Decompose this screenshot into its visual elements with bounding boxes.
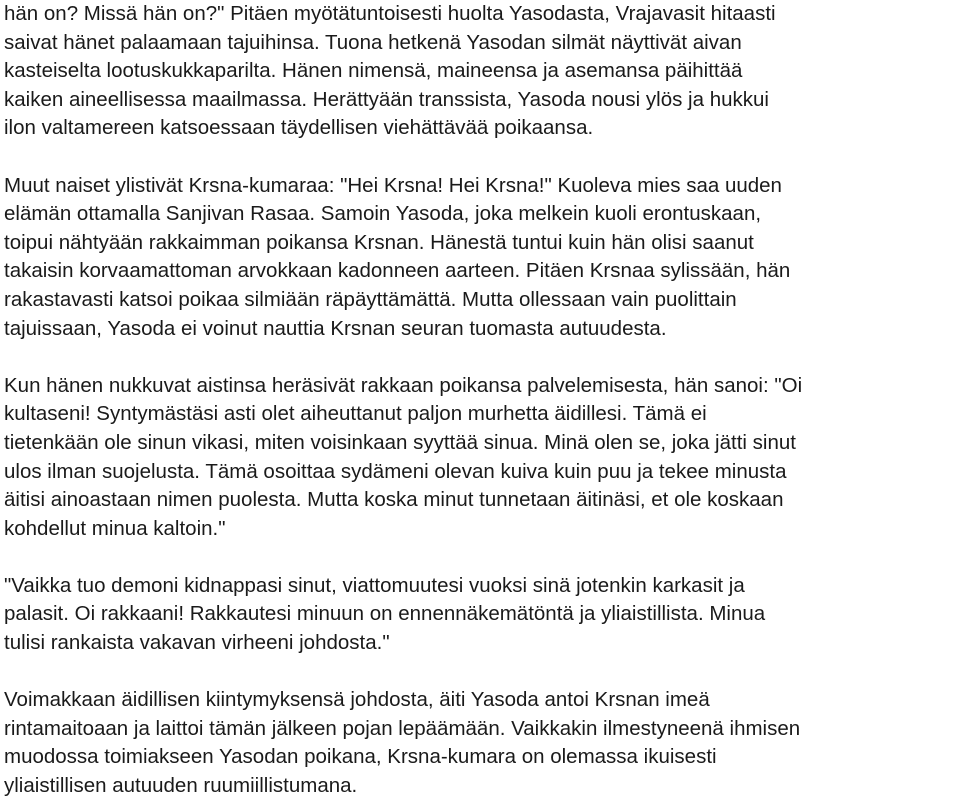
text-line: Muut naiset ylistivät Krsna-kumaraa: "Hei Krsna! Hei Krsna!" Kuoleva mies saa uuden	[4, 173, 782, 197]
paragraph-gap	[4, 343, 956, 372]
document-page	[4, 0, 956, 801]
text-line: toipui nähtyään rakkaimman poikansa Krsnan. Hänestä tuntui kuin hän olisi saanut	[4, 230, 754, 254]
paragraph-gap	[4, 543, 956, 572]
text-line: ulos ilman suojelusta. Tämä osoittaa sydämeni olevan kuiva kuin puu ja tekee minusta	[4, 459, 787, 483]
paragraph-gap	[4, 658, 956, 687]
text-line: takaisin korvaamattoman arvokkaan kadonneen aarteen. Pitäen Krsnaa sylissään, hän	[4, 259, 791, 283]
text-line: yliaistillisen autuuden ruumiillistumana.	[4, 774, 358, 798]
text-line: elämän ottamalla Sanjivan Rasaa. Samoin Yasoda, joka melkein kuoli erontuskaan,	[4, 202, 762, 226]
paragraph-1	[4, 0, 956, 143]
text-line: palasit. Oi rakkaani! Rakkautesi minuun on ennennäkemätöntä ja yliaistillista. Minua	[4, 602, 766, 626]
paragraph-2	[4, 172, 956, 344]
text-line: Kun hänen nukkuvat aistinsa heräsivät rakkaan poikansa palvelemisesta, hän sanoi: "Oi	[4, 373, 803, 397]
paragraph-3	[4, 372, 956, 544]
text-line: kultaseni! Syntymästäsi asti olet aiheuttanut paljon murhetta äidillesi. Tämä ei	[4, 402, 707, 426]
text-line: rintamaitoaan ja laittoi tämän jälkeen pojan lepäämään. Vaikkakin ilmestyneenä ihmisen	[4, 716, 801, 740]
text-line: tulisi rankaista vakavan virheeni johdosta."	[4, 631, 390, 655]
paragraph-5	[4, 686, 956, 800]
text-line: kaiken aineellisessa maailmassa. Herättyään transsista, Yasoda nousi ylös ja hukkui	[4, 87, 769, 111]
text-line: muodossa toimiakseen Yasodan poikana, Krsna-kumara on olemassa ikuisesti	[4, 745, 717, 769]
paragraph-gap	[4, 143, 956, 172]
text-line: rakastavasti katsoi poikaa silmiään räpäyttämättä. Mutta ollessaan vain puolittain	[4, 287, 737, 311]
text-line: tietenkään ole sinun vikasi, miten voisinkaan syyttää sinua. Minä olen se, joka jätti sinut	[4, 430, 796, 454]
text-line: hän on? Missä hän on?" Pitäen myötätuntoisesti huolta Yasodasta, Vrajavasit hitaasti	[4, 2, 776, 25]
text-line: saivat hänet palaamaan tajuihinsa. Tuona hetkenä Yasodan silmät näyttivät aivan	[4, 30, 742, 54]
text-line: kohdellut minua kaltoin."	[4, 516, 226, 540]
paragraph-4	[4, 572, 956, 658]
text-line: "Vaikka tuo demoni kidnappasi sinut, viattomuutesi vuoksi sinä jotenkin karkasit ja	[4, 573, 745, 597]
text-line: äitisi ainoastaan nimen puolesta. Mutta koska minut tunnetaan äitinäsi, et ole koskaan	[4, 488, 784, 512]
text-line: Voimakkaan äidillisen kiintymyksensä johdosta, äiti Yasoda antoi Krsnan imeä	[4, 688, 710, 712]
text-line: tajuissaan, Yasoda ei voinut nauttia Krsnan seuran tuomasta autuudesta.	[4, 316, 667, 340]
text-line: kasteiselta lootuskukkaparilta. Hänen nimensä, maineensa ja asemansa päihittää	[4, 59, 743, 83]
text-line: ilon valtamereen katsoessaan täydellisen viehättävää poikaansa.	[4, 116, 594, 140]
